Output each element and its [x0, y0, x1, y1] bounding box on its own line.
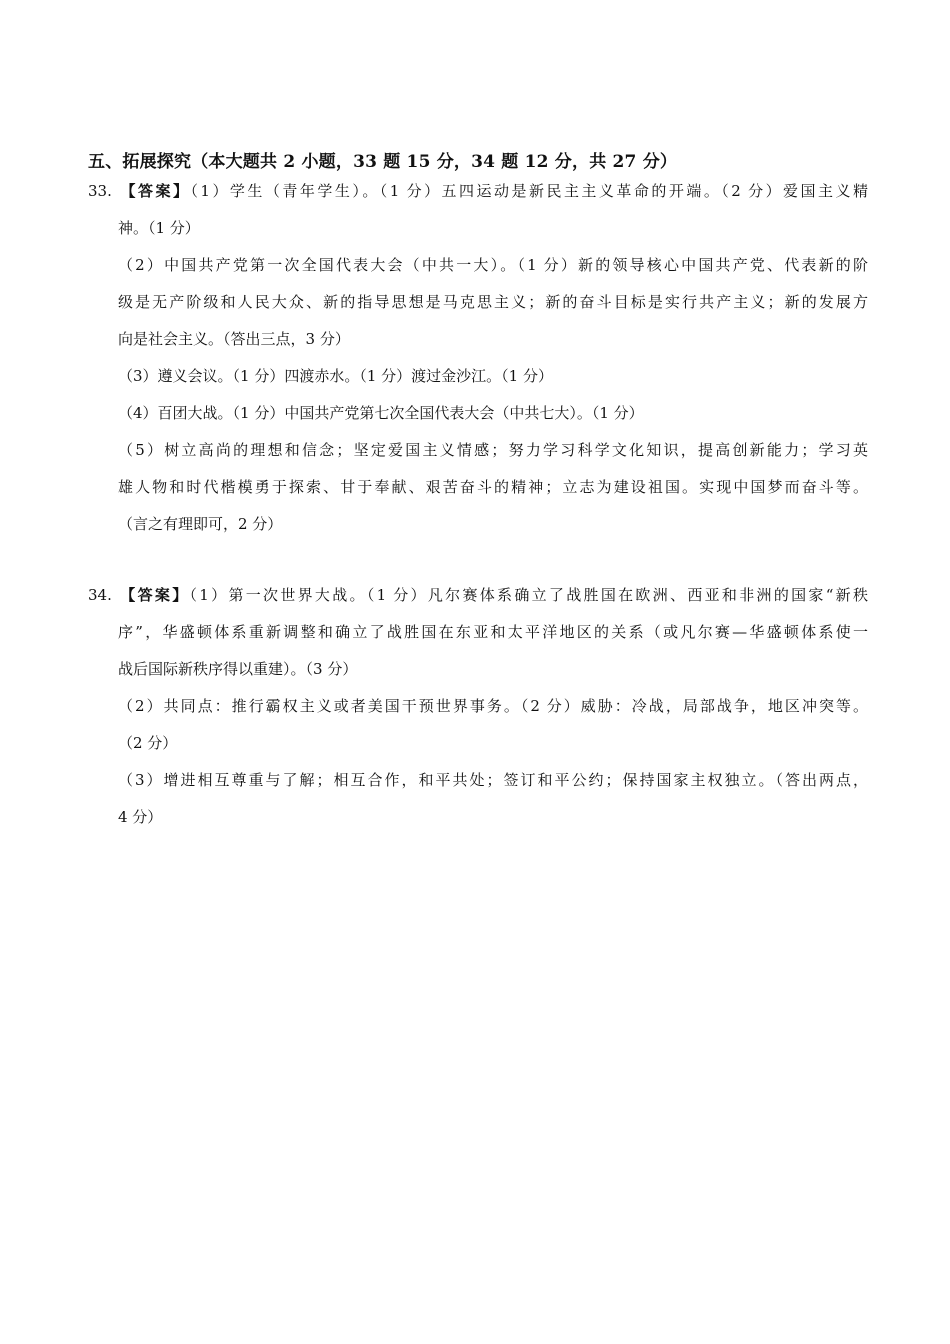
answer-line: 雄人物和时代楷模勇于探索、甘于奉献、艰苦奋斗的精神；立志为建设祖国。实现中国梦而奋斗等。 — [118, 478, 868, 496]
answer-line: 4 分） — [118, 808, 163, 826]
answer-line: 级是无产阶级和人民大众、新的指导思想是马克思主义；新的奋斗目标是实行共产主义；新的发展方 — [118, 293, 868, 311]
answer-tag: 【答案】 — [118, 586, 190, 604]
answer-tag: 【答案】 — [118, 182, 191, 200]
answer-line: （5）树立高尚的理想和信念；坚定爱国主义情感；努力学习科学文化知识，提高创新能力；学习英 — [118, 441, 868, 459]
answer-line: 神。（1 分） — [118, 219, 200, 237]
answer-line — [88, 173, 868, 210]
answer-line — [88, 577, 868, 614]
answer-line: （2）中国共产党第一次全国代表大会（中共一大）。（1 分）新的领导核心中国共产党、代表新的阶 — [118, 256, 868, 274]
section-title: 五、拓展探究（本大题共 2 小题，33 题 15 分，34 题 12 分，共 27 分） — [88, 152, 678, 172]
answer-text: （1）学生（青年学生）。（1 分）五四运动是新民主主义革命的开端。（2 分）爱国主义精 — [190, 182, 868, 200]
answer-34 — [88, 577, 868, 836]
question-number: 34. — [88, 586, 112, 604]
answer-line: （2）共同点：推行霸权主义或者美国干预世界事务。（2 分）威胁：冷战，局部战争，地区冲突等。 — [118, 697, 868, 715]
answer-line: （2 分） — [118, 734, 178, 752]
answer-line: （3）增进相互尊重与了解；相互合作，和平共处；签订和平公约；保持国家主权独立。（答出两点， — [118, 771, 868, 789]
answer-line: （3）遵义会议。（1 分）四渡赤水。（1 分）渡过金沙江。（1 分） — [118, 367, 553, 385]
question-number: 33. — [88, 182, 112, 200]
answer-line: 战后国际新秩序得以重建）。（3 分） — [118, 660, 358, 678]
answer-line: 向是社会主义。（答出三点，3 分） — [118, 330, 350, 348]
answer-text: （1）第一次世界大战。（1 分）凡尔赛体系确立了战胜国在欧洲、西亚和非洲的国家“新秩 — [189, 586, 868, 604]
answer-line: （言之有理即可，2 分） — [118, 515, 283, 533]
answer-line: （4）百团大战。（1 分）中国共产党第七次全国代表大会（中共七大）。（1 分） — [118, 404, 644, 422]
answer-33 — [88, 173, 868, 543]
answer-line: 序”，华盛顿体系重新调整和确立了战胜国在东亚和太平洋地区的关系（或凡尔赛—华盛顿体系使一 — [118, 623, 868, 641]
